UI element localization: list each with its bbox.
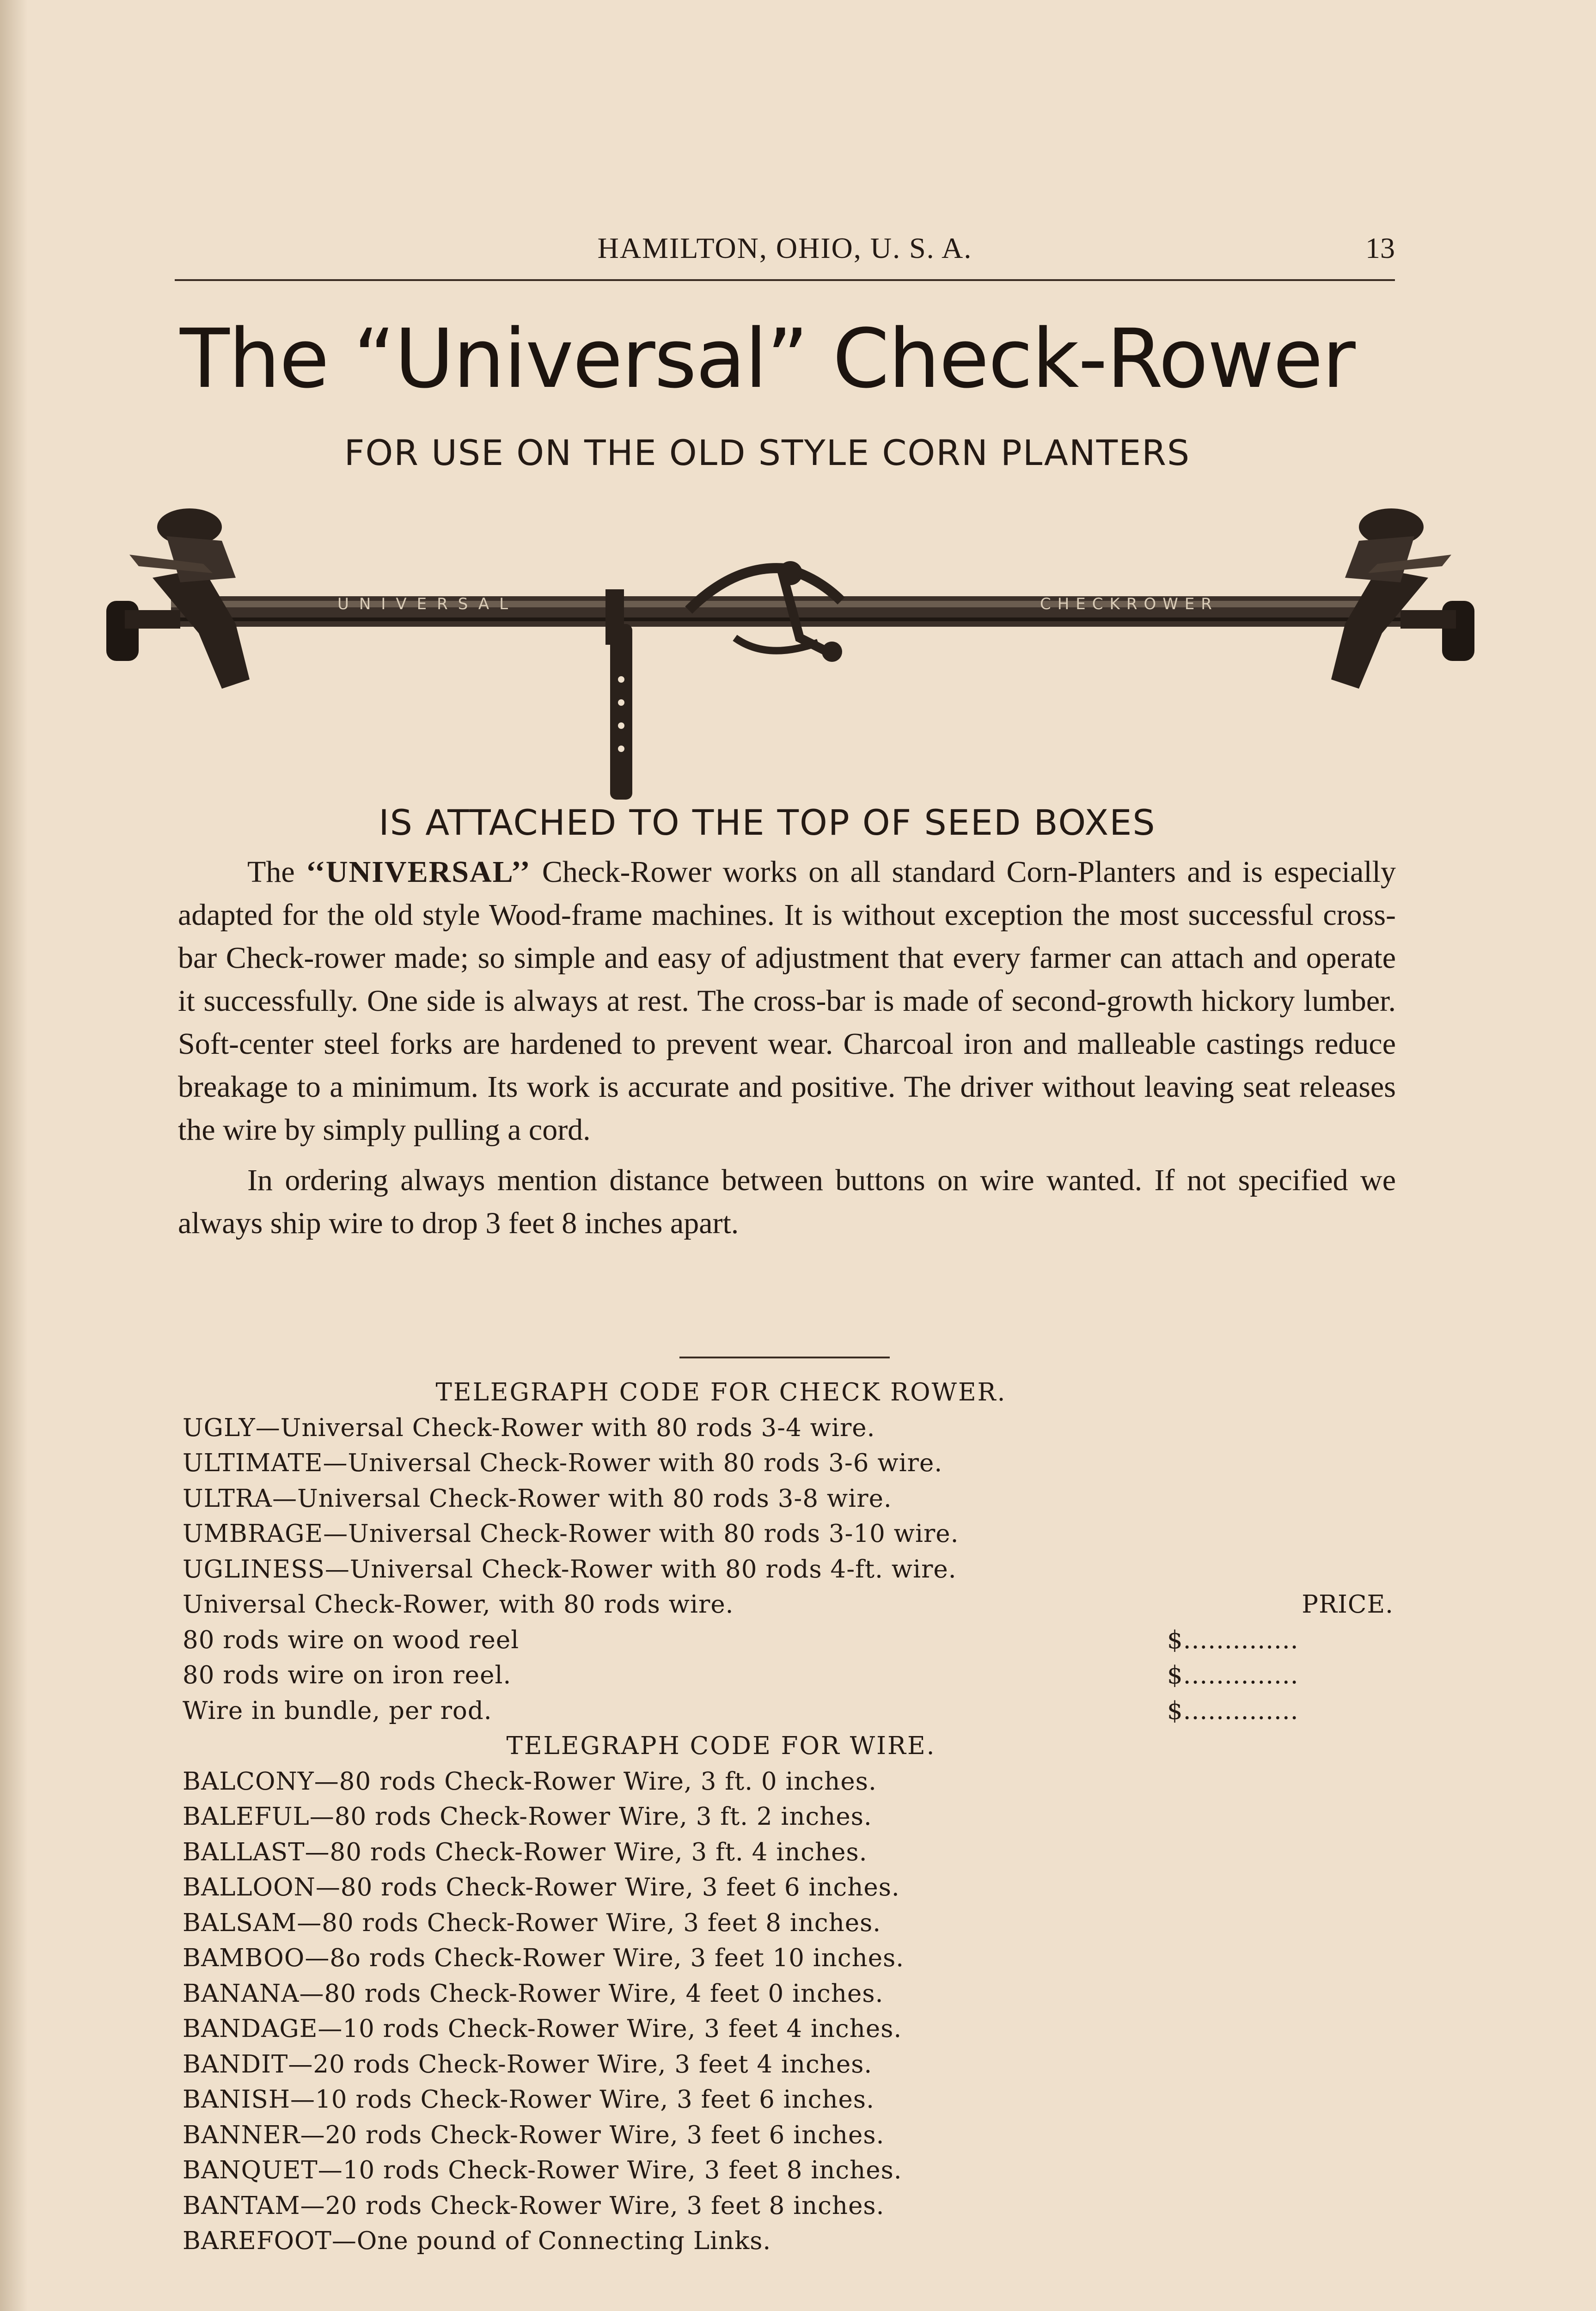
page-header xyxy=(175,231,1395,282)
rower-code-item: UGLINESS—Universal Check-Rower with 80 rods 4-ft. wire. xyxy=(183,1555,957,1583)
rower-code-item: UMBRAGE—Universal Check-Rower with 80 rods 3-10 wire. xyxy=(183,1520,959,1548)
para1-lead: The xyxy=(247,855,306,889)
wire-code-item: BALCONY—80 rods Check-Rower Wire, 3 ft. 0 inches. xyxy=(183,1767,877,1796)
wire-code-item: BANISH—10 rods Check-Rower Wire, 3 feet 6 inches. xyxy=(183,2085,874,2114)
wire-code-item: BANNER—20 rods Check-Rower Wire, 3 feet 6 inches. xyxy=(183,2121,885,2149)
bar-label-right: CHECKROWER xyxy=(1040,595,1218,613)
check-rower-illustration xyxy=(97,485,1484,804)
price-item-label: 80 rods wire on iron reel. xyxy=(183,1661,512,1689)
wire-code-item: BALLOON—80 rods Check-Rower Wire, 3 feet 6 inches. xyxy=(183,1873,900,1901)
telegraph-code-section xyxy=(183,1375,1398,2259)
wire-code-item: BAMBOO—8o rods Check-Rower Wire, 3 feet 10 inches. xyxy=(183,1944,905,1972)
price-blank: $.............. xyxy=(1167,1696,1299,1725)
price-row xyxy=(183,1658,1398,1694)
rower-code-heading: TELEGRAPH CODE FOR CHECK ROWER. xyxy=(435,1378,1007,1406)
wire-code-item: BANDAGE—10 rods Check-Rower Wire, 3 feet 4 inches. xyxy=(183,2015,902,2043)
price-blank: $.............. xyxy=(1167,1661,1299,1689)
attachment-caption: IS ATTACHED TO THE TOP OF SEED BOXES xyxy=(379,802,1156,843)
brand-name: ‘‘UNIVERSAL’’ xyxy=(306,855,531,889)
wire-code-item: BANTAM—20 rods Check-Rower Wire, 3 feet 8 inches. xyxy=(183,2191,885,2220)
page-title: The “Universal” Check-Rower xyxy=(180,312,1355,406)
price-item-label: Universal Check-Rower, with 80 rods wire. xyxy=(183,1590,734,1619)
price-row xyxy=(183,1587,1398,1623)
running-head: HAMILTON, OHIO, U. S. A. xyxy=(597,232,972,264)
price-heading: PRICE. xyxy=(1302,1590,1394,1619)
description-paragraph-1 xyxy=(178,850,1396,1151)
wire-code-item: BANDIT—20 rods Check-Rower Wire, 3 feet 4 inches. xyxy=(183,2050,873,2079)
price-item-label: Wire in bundle, per rod. xyxy=(183,1696,492,1725)
price-row xyxy=(183,1623,1398,1658)
bar-label-left: UNIVERSAL xyxy=(337,595,519,613)
page-subtitle: FOR USE ON THE OLD STYLE CORN PLANTERS xyxy=(344,432,1191,473)
wire-code-item: BALEFUL—80 rods Check-Rower Wire, 3 ft. 2 inches. xyxy=(183,1803,872,1831)
section-divider xyxy=(679,1357,890,1358)
description-text xyxy=(178,850,1396,1252)
wire-code-item: BAREFOOT—One pound of Connecting Links. xyxy=(183,2227,771,2255)
para1-text: Check-Rower works on all standard Corn-Planters and is especially adapted for the old style Wood-frame machines. It is without exception the most successful cross-bar Check-rower made; so simple and easy of adjustment that every farmer can attach and operate it successfully. One side is always at rest. The cross-bar is made of second-growth hickory lumber. Soft-center steel forks are hardened to prevent wear. Charcoal iron and malleable castings reduce breakage to a minimum. Its work is accurate and positive. The driver without leaving seat releases the wire by simply pulling a cord. xyxy=(178,855,1396,1147)
wire-code-heading: TELEGRAPH CODE FOR WIRE. xyxy=(506,1732,936,1760)
price-row xyxy=(183,1694,1398,1729)
wire-code-item: BANQUET—10 rods Check-Rower Wire, 3 feet 8 inches. xyxy=(183,2156,902,2184)
header-rule xyxy=(175,279,1395,281)
wire-code-item: BALLAST—80 rods Check-Rower Wire, 3 ft. 4 inches. xyxy=(183,1838,868,1866)
wire-code-item: BANANA—80 rods Check-Rower Wire, 4 feet 0 inches. xyxy=(183,1979,884,2008)
price-blank: $.............. xyxy=(1167,1626,1299,1654)
rower-code-item: UGLY—Universal Check-Rower with 80 rods 3-4 wire. xyxy=(183,1413,875,1442)
price-item-label: 80 rods wire on wood reel xyxy=(183,1626,520,1654)
rower-code-item: ULTRA—Universal Check-Rower with 80 rods 3-8 wire. xyxy=(183,1484,892,1513)
wire-code-item: BALSAM—80 rods Check-Rower Wire, 3 feet 8 inches. xyxy=(183,1908,881,1937)
page-gutter-shadow xyxy=(0,0,28,2311)
rower-code-item: ULTIMATE—Universal Check-Rower with 80 rods 3-6 wire. xyxy=(183,1449,943,1477)
description-paragraph-2: In ordering always mention distance between buttons on wire wanted. If not specified we always ship wire to drop 3 feet 8 inches apart. xyxy=(178,1163,1396,1240)
page-number: 13 xyxy=(1365,232,1395,264)
